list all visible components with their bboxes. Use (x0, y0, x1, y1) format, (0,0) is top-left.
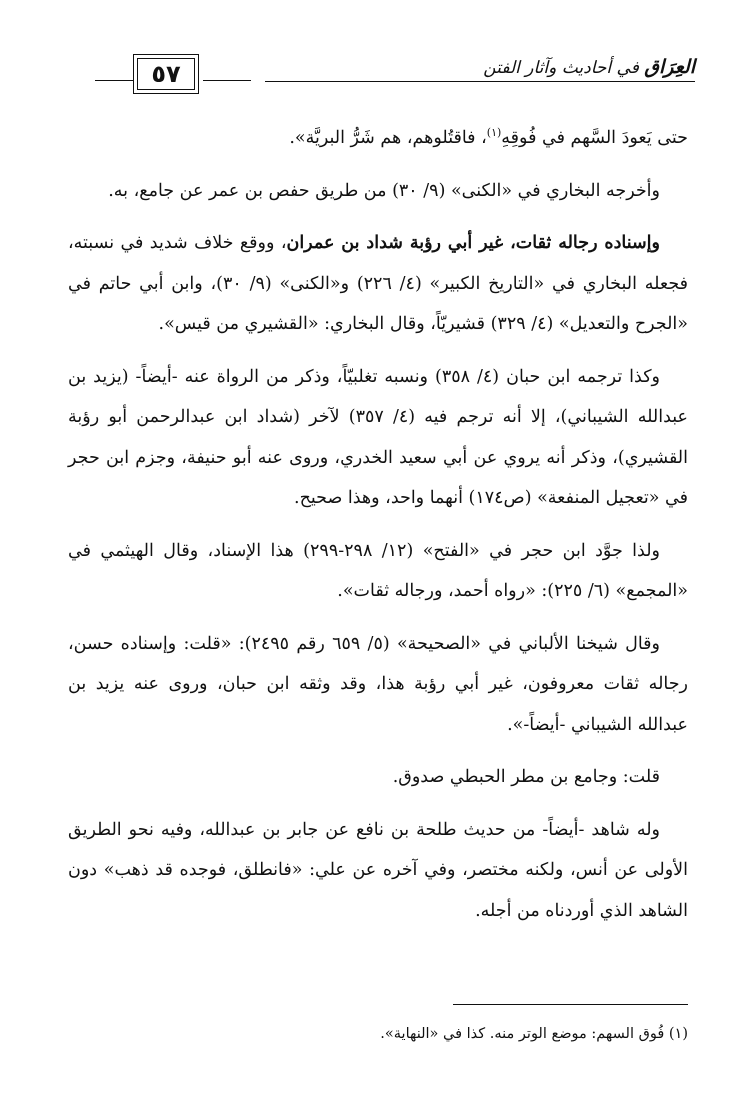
footnote-reference: (١) (486, 126, 502, 140)
paragraph-1 (68, 118, 688, 159)
paragraph-1-text: حتى يَعودَ السَّهم في فُوقِهِ (501, 128, 688, 148)
header-rule-left (95, 80, 133, 81)
paragraph-7: قلت: وجامع بن مطر الحبطي صدوق. (392, 767, 660, 787)
page-number-box (133, 54, 199, 94)
paragraph-3 (68, 223, 688, 345)
footnote-separator (453, 1004, 688, 1005)
paragraph-1-tail: ، فاقتُلوهم، هم شَرُّ البريَّة». (289, 128, 487, 148)
page-header (95, 50, 695, 100)
running-book-title (265, 56, 695, 82)
paragraph-3-bold: وإسناده رجاله ثقات، غير أبي رؤبة شداد بن عمران (286, 233, 660, 253)
paragraph-6: وقال شيخنا الألباني في «الصحيحة» (٥/ ٦٥٩ رقم ٢٤٩٥): «قلت: وإسناده حسن، رجاله ثقات معروفون، غير أبي رؤبة هذا، وقد وثقه ابن حبان، وروى عنه يزيد بن عبدالله الشيباني -أيضاً-». (68, 633, 688, 735)
footnote: (١) فُوق السهم: موضع الوتر منه. كذا في «النهاية». (380, 1026, 688, 1042)
paragraph-4: وكذا ترجمه ابن حبان (٤/ ٣٥٨) ونسبه تغلبيّاً، وذكر من الرواة عنه -أيضاً- (يزيد بن عبدالله الشيباني)، إلا أنه ترجم فيه (٤/ ٣٥٧) لآخر (شداد ابن عبدالرحمن أبو رؤبة القشيري)، وذكر أنه يروي عن أبي سعيد الخدري، وروى عنه أبو حنيفة، وجزم ابن حجر في «تعجيل المنفعة» (ص١٧٤) أنهما واحد، وهذا صحيح. (68, 366, 688, 508)
page-body (68, 118, 688, 943)
header-rule-middle (203, 80, 251, 81)
paragraph-3-text: ، ووقع خلاف شديد في نسبته، فجعله البخاري في «التاريخ الكبير» (٤/ ٢٢٦) و«الكنى» (٩/ ٣٠)، وابن أبي حاتم في «الجرح والتعديل» (٤/ ٣٢٩) قشيريّاً، وقال البخاري: «القشيري من قيس». (68, 233, 688, 334)
paragraph-2: وأخرجه البخاري في «الكنى» (٩/ ٣٠) من طريق حفص بن عمر عن جامع، به. (108, 180, 660, 201)
paragraph-5: ولذا جوَّد ابن حجر في «الفتح» (١٢/ ٢٩٨-٢٩٩) هذا الإسناد، وقال الهيثمي في «المجمع» (٦/ ٢٢٥): «رواه أحمد، ورجاله ثقات». (68, 540, 688, 601)
page-number: ٥٧ (151, 60, 181, 88)
paragraph-8: وله شاهد -أيضاً- من حديث طلحة بن نافع عن جابر بن عبدالله، وفيه نحو الطريق الأولى عن أنس، ولكنه مختصر، وفي آخره عن علي: «فانطلق، فوجده قد ذهب» دون الشاهد الذي أوردناه من أجله. (68, 819, 688, 921)
book-title-main: العِرَاق (644, 56, 695, 78)
book-title-rest: في أحاديث وآثار الفتن (483, 58, 639, 78)
